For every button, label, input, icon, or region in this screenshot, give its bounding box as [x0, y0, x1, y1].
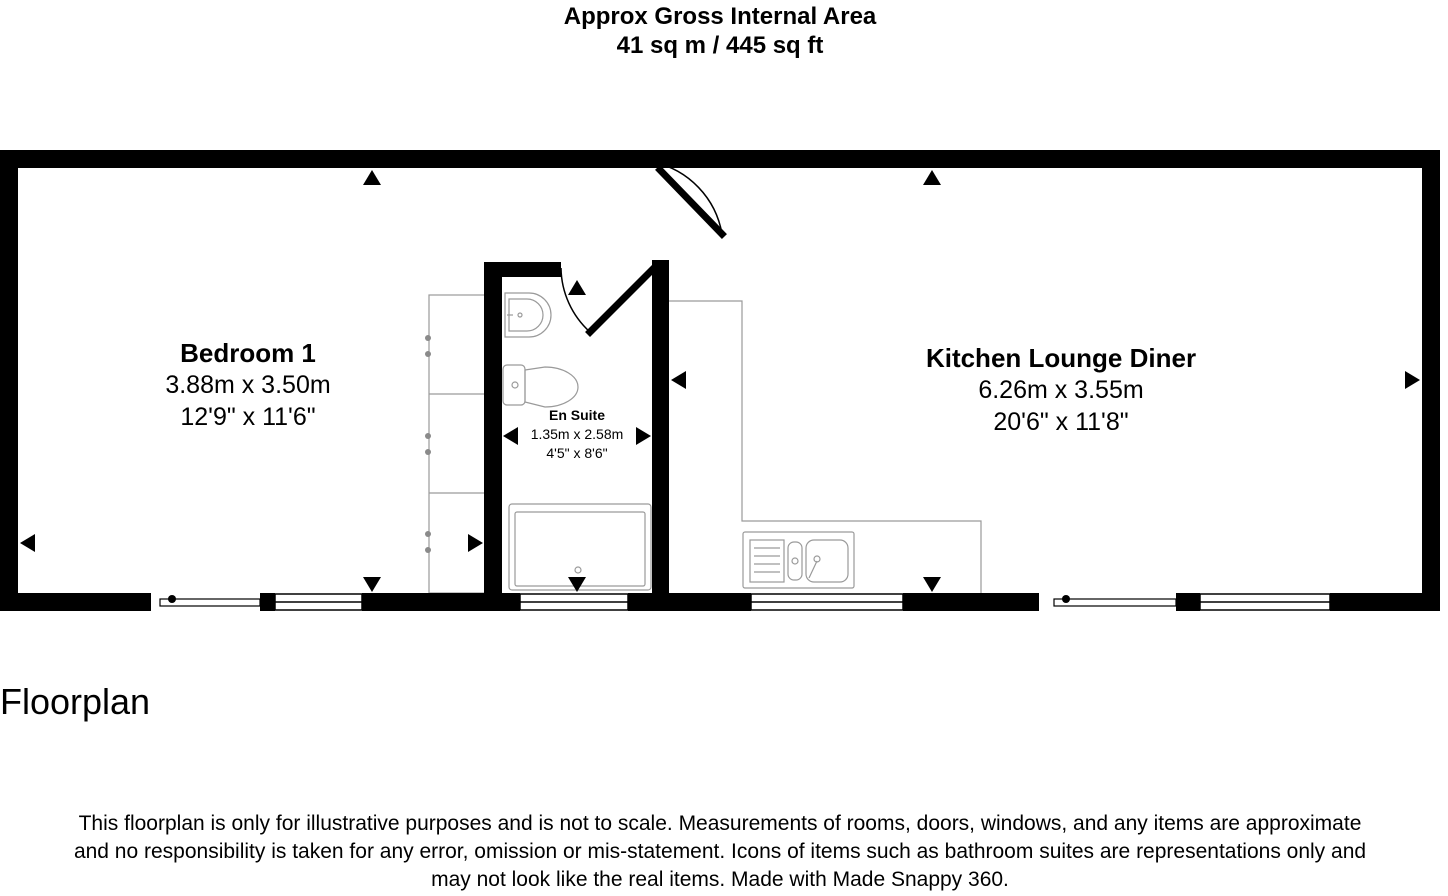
area-title: Approx Gross Internal Area: [563, 3, 877, 30]
room-name: Bedroom 1: [180, 338, 316, 368]
arrow-up-icon: [568, 280, 586, 295]
ensuite-door: [561, 268, 652, 332]
room-imperial: 20'6" x 11'8": [993, 408, 1129, 436]
sliding-door: [1054, 595, 1176, 606]
disclaimer-line: This floorplan is only for illustrative purposes and is not to scale. Measurements of rooms, doors, windows, and any items are approximate: [78, 812, 1362, 835]
disclaimer: [0, 810, 1440, 894]
room-kitchen: [881, 342, 1241, 438]
arrow-right-icon: [1405, 371, 1420, 389]
arrow-left-icon: [20, 534, 35, 552]
room-metric: 1.35m x 2.58m: [530, 426, 624, 442]
room-name: Kitchen Lounge Diner: [925, 343, 1197, 373]
arrow-right-icon: [468, 534, 483, 552]
window: [275, 594, 362, 610]
arrow-up-icon: [363, 170, 381, 185]
swing-doors: [561, 162, 722, 332]
wardrobe-handles: [425, 335, 431, 553]
room-imperial: 4'5" x 8'6": [546, 445, 608, 461]
room-name: En Suite: [548, 407, 605, 423]
disclaimer-line: may not look like the real items. Made with Made Snappy 360.: [431, 868, 1009, 891]
window: [1200, 594, 1330, 610]
disclaimer-line: and no responsibility is taken for any error, omission or mis-statement. Icons of items such as bathroom suites are representations only and: [73, 840, 1367, 863]
window: [751, 594, 903, 610]
kitchen-sink: [743, 532, 854, 588]
room-metric: 6.26m x 3.55m: [978, 376, 1144, 404]
entrance-door: [653, 162, 722, 234]
floor-title: Floorplan: [0, 681, 151, 722]
arrow-up-icon: [923, 170, 941, 185]
arrow-down-icon: [363, 577, 381, 592]
arrow-left-icon: [671, 371, 686, 389]
area-value: 41 sq m / 445 sq ft: [616, 32, 824, 59]
room-metric: 3.88m x 3.50m: [165, 371, 331, 399]
wash-basin: [505, 293, 551, 337]
window: [520, 594, 628, 610]
sliding-door: [160, 595, 260, 606]
wardrobe: [429, 295, 485, 593]
room-imperial: 12'9" x 11'6": [180, 403, 316, 431]
room-ensuite: [510, 406, 644, 463]
toilet: [503, 365, 578, 407]
arrow-down-icon: [923, 577, 941, 592]
room-bedroom: [118, 337, 378, 433]
